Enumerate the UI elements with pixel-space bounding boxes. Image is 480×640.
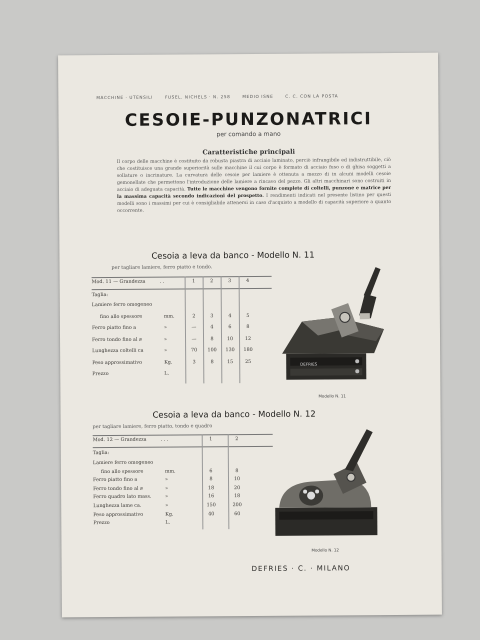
spec-cell: — — [191, 336, 197, 342]
table-header-label: Mod. 11 — Grandezza — [91, 279, 146, 286]
spec-cell: 40 — [208, 511, 215, 517]
model-11-machine-illustration — [278, 265, 409, 386]
model-11-title: Cesoia a leva da banco - Modello N. 11 — [151, 249, 315, 261]
section-label: Taglia: — [92, 450, 110, 457]
spec-row-unit: Kg. — [164, 360, 173, 366]
page-subtitle: per comando a mano — [216, 130, 281, 139]
size-header: 3 — [228, 279, 232, 285]
page-title: CESOIE-PUNZONATRICI — [124, 109, 373, 131]
spec-row-label: Lamiere ferro omogeneo — [92, 460, 154, 467]
spec-cell: 180 — [243, 347, 253, 354]
size-header: 4 — [246, 279, 250, 285]
spec-row-label: Ferro piatto fino a — [92, 477, 138, 484]
spec-cell: 12 — [244, 336, 252, 342]
spec-cell: 18 — [234, 494, 241, 500]
spec-row-unit: » — [165, 486, 169, 492]
spec-cell: 8 — [210, 336, 214, 342]
header-item: FUSEL. NICHELS · N. 258 — [164, 94, 231, 100]
table-header-label: Mod. 12 — Grandezza — [92, 437, 147, 444]
spec-cell: 8 — [210, 359, 214, 365]
spec-cell: — — [191, 325, 197, 331]
size-header: 1 — [209, 437, 213, 443]
spec-cell: 3 — [192, 359, 196, 365]
spec-cell: 18 — [207, 486, 215, 492]
table-header-dots: . . . — [160, 437, 169, 443]
spec-cell: 70 — [191, 348, 198, 354]
spec-row-label: fino allo spessore — [100, 469, 144, 475]
spec-cell: 8 — [246, 325, 250, 331]
table-top-rule — [92, 276, 272, 278]
spec-cell: 130 — [225, 348, 235, 354]
spec-row — [92, 348, 272, 360]
spec-row-unit: L. — [165, 520, 171, 526]
section-label: Taglia: — [91, 292, 109, 299]
spec-row — [92, 359, 272, 371]
machine-brand-label: DEFRIES — [300, 361, 318, 367]
spec-cell: 15 — [227, 359, 234, 365]
model-11-subtitle: per tagliare lamiere, ferro piatto e tondo. — [111, 265, 213, 271]
features-text: Il corpo delle macchine è costituito da robusta piastra di acciaio laminato, perciò infrangibile ed indistruttibile, ciò che costituisce una grande superiorità sulle macchine il cui corpo è formato di acciaio fuso o di ghisa soggetti a sollature o incrinature. La curvatura delle cesoie per lamiere è ottenuta a mezzo di in alcuni modelli cesoie gemonellate che permettono l'introduzione delle lamiere a rincavo del pezzo. Gli altri macchinari sono costruiti in acciaio di adeguata capacità. — [116, 158, 391, 193]
table-top-rule — [93, 434, 273, 436]
model-12-machine-illustration — [271, 423, 402, 544]
company-footer: DEFRIES · C. · MILANO — [251, 564, 351, 573]
spec-cell: 5 — [246, 313, 250, 319]
model-12-caption: Modello N. 12 — [311, 547, 339, 553]
spec-cell: 10 — [233, 477, 241, 483]
spec-row — [92, 371, 272, 383]
model-11-spec-table — [92, 276, 273, 397]
company-header — [96, 93, 406, 100]
spec-row-unit: » — [163, 325, 167, 331]
spec-cell: 25 — [245, 359, 252, 365]
model-11-caption: Modello N. 11 — [318, 393, 346, 399]
spec-row-unit: » — [165, 503, 169, 509]
spec-cell: 3 — [210, 313, 214, 319]
spec-cell: 8 — [209, 477, 213, 483]
spec-row-label: Ferro piatto fino a — [91, 325, 137, 332]
spec-row — [92, 313, 272, 325]
spec-row-unit: Kg. — [165, 512, 174, 518]
spec-row-label: Ferro tondo fino al ⌀ — [92, 337, 142, 343]
model-12-spec-table — [93, 434, 274, 570]
spec-row-label: Lamiere ferro omogeneo — [91, 302, 153, 309]
spec-cell: 6 — [209, 468, 213, 474]
features-paragraph — [117, 157, 391, 215]
size-header: 1 — [192, 279, 196, 285]
spec-cell: 2 — [192, 313, 196, 319]
spec-cell: 4 — [228, 313, 232, 319]
spec-cell: 6 — [228, 325, 232, 331]
spec-row — [92, 336, 272, 348]
spec-cell: 100 — [207, 348, 217, 354]
spec-row-label: Peso approssimativo — [92, 360, 143, 366]
spec-cell: 200 — [232, 503, 242, 509]
spec-cell: 10 — [226, 336, 234, 342]
spec-row-label: Lunghezza coltelli ca — [92, 348, 144, 355]
spec-row — [92, 325, 272, 337]
spec-cell: 4 — [210, 325, 214, 331]
spec-row-unit: » — [164, 477, 168, 483]
spec-row — [93, 520, 273, 532]
spec-row-unit: L. — [164, 371, 170, 377]
spec-row-unit: mm. — [164, 469, 176, 475]
model-12-subtitle: per tagliare lamiere, ferro piatto, tondo e quadro — [92, 424, 213, 431]
spec-cell: 150 — [206, 503, 216, 509]
spec-row-label: Lunghezza lame ca. — [93, 503, 142, 510]
spec-row-unit: mm. — [163, 314, 175, 320]
spec-row-label: Prezzo — [92, 371, 109, 378]
spec-cell: 16 — [208, 494, 215, 500]
spec-row-unit: » — [165, 494, 169, 500]
spec-row-label: Ferro tondo fino al ⌀ — [93, 486, 143, 492]
features-text-end: I rendimenti indicati nel presente listino per questi modelli sono i massimi per cui è consigliabile attenersi in caso d'acquisto a modello di capacità superiore a quanto occorrente. — [117, 193, 392, 214]
catalog-page — [58, 53, 442, 618]
spec-row-unit: » — [164, 348, 168, 354]
spec-cell: 60 — [234, 511, 241, 517]
features-heading: Caratteristiche principali — [202, 147, 296, 157]
spec-row-label: Prezzo — [93, 521, 110, 527]
size-header: 2 — [210, 279, 214, 285]
spec-row-label: Peso approssimativo — [93, 512, 144, 518]
spec-cell: 20 — [233, 485, 241, 491]
header-item: MACCHINE · UTENSILI — [96, 94, 154, 101]
model-12-title: Cesoia a leva da banco - Modello N. 12 — [152, 408, 316, 420]
spec-row-unit: » — [164, 337, 167, 343]
features-bold-text: Tutte le macchine vengono fornite complete di coltelli, punzone e matrice per la massima capacità secondo indicazioni del prospetto. — [117, 186, 391, 200]
spec-row-label: Ferro quadro lato mass. — [93, 495, 152, 501]
header-item: C. C. CON LA POSTA — [285, 93, 339, 99]
spec-cell: 8 — [235, 468, 239, 474]
spec-row — [92, 302, 272, 314]
table-header-dots: . . — [159, 279, 165, 285]
spec-row-label: fino allo spessore — [99, 314, 143, 320]
size-header: 2 — [235, 437, 239, 443]
header-item: MEDIO ISNE — [242, 93, 274, 100]
